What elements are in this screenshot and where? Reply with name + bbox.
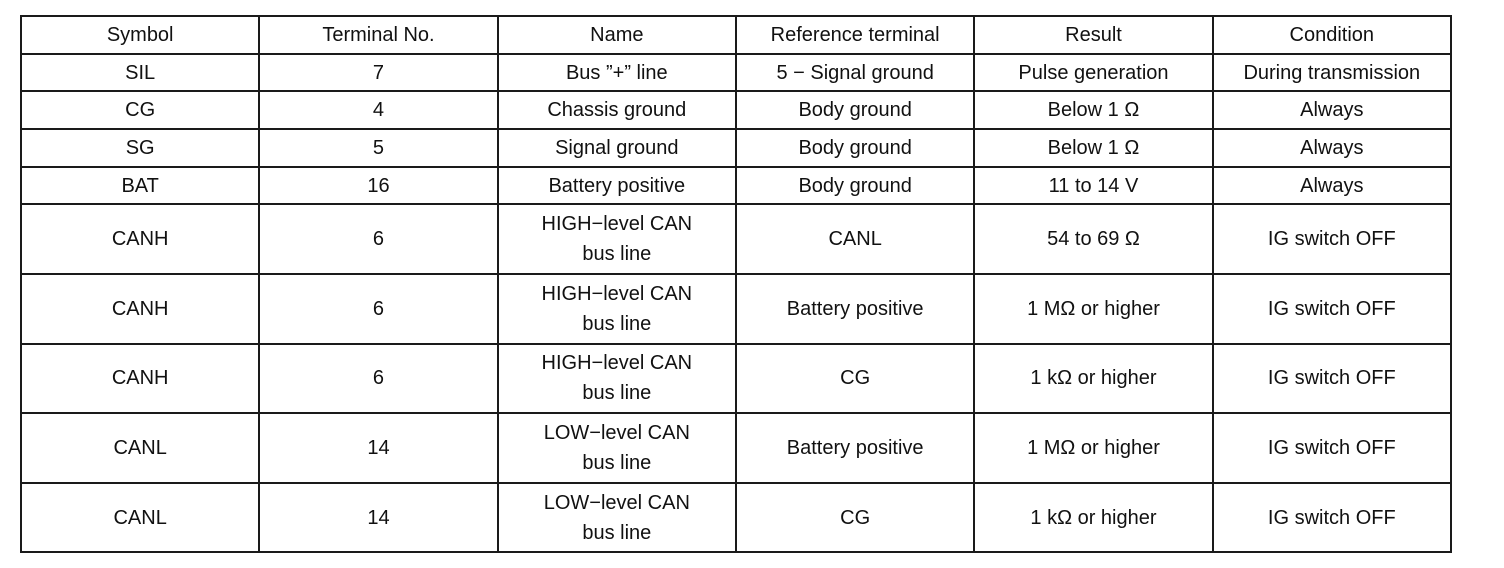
- cell-symbol: SIL: [21, 54, 259, 92]
- cell-name: LOW−level CAN bus line: [498, 413, 736, 483]
- header-result: Result: [974, 16, 1212, 54]
- cell-reference-terminal: CG: [736, 344, 974, 414]
- cell-reference-terminal: 5 − Signal ground: [736, 54, 974, 92]
- cell-condition: Always: [1213, 129, 1451, 167]
- cell-name: HIGH−level CAN bus line: [498, 274, 736, 344]
- table-row: [21, 274, 1451, 344]
- cell-reference-terminal: CG: [736, 483, 974, 553]
- cell-name: LOW−level CAN bus line: [498, 483, 736, 553]
- cell-terminal-no: 4: [259, 91, 497, 129]
- cell-result: 1 MΩ or higher: [974, 413, 1212, 483]
- cell-terminal-no: 14: [259, 413, 497, 483]
- cell-result: 1 MΩ or higher: [974, 274, 1212, 344]
- cell-reference-terminal: Battery positive: [736, 413, 974, 483]
- cell-result: Below 1 Ω: [974, 129, 1212, 167]
- table-row: [21, 167, 1451, 205]
- cell-condition: IG switch OFF: [1213, 483, 1451, 553]
- cell-terminal-no: 6: [259, 344, 497, 414]
- cell-result: Below 1 Ω: [974, 91, 1212, 129]
- cell-terminal-no: 5: [259, 129, 497, 167]
- header-symbol: Symbol: [21, 16, 259, 54]
- header-reference-terminal: Reference terminal: [736, 16, 974, 54]
- cell-symbol: CANL: [21, 413, 259, 483]
- cell-terminal-no: 7: [259, 54, 497, 92]
- cell-condition: Always: [1213, 167, 1451, 205]
- table-row: [21, 344, 1451, 414]
- cell-result: Pulse generation: [974, 54, 1212, 92]
- cell-reference-terminal: Battery positive: [736, 274, 974, 344]
- cell-terminal-no: 14: [259, 483, 497, 553]
- cell-condition: IG switch OFF: [1213, 274, 1451, 344]
- cell-symbol: BAT: [21, 167, 259, 205]
- cell-condition: IG switch OFF: [1213, 413, 1451, 483]
- cell-name: Chassis ground: [498, 91, 736, 129]
- cell-result: 1 kΩ or higher: [974, 344, 1212, 414]
- table-row: [21, 204, 1451, 274]
- cell-name: Bus ”+” line: [498, 54, 736, 92]
- cell-name: HIGH−level CAN bus line: [498, 204, 736, 274]
- table-header-row: [21, 16, 1451, 54]
- cell-symbol: CANH: [21, 344, 259, 414]
- cell-name: Signal ground: [498, 129, 736, 167]
- cell-result: 1 kΩ or higher: [974, 483, 1212, 553]
- header-terminal-no: Terminal No.: [259, 16, 497, 54]
- table-row: [21, 483, 1451, 553]
- terminal-spec-table: [20, 15, 1452, 553]
- cell-reference-terminal: Body ground: [736, 167, 974, 205]
- cell-terminal-no: 16: [259, 167, 497, 205]
- cell-name: HIGH−level CAN bus line: [498, 344, 736, 414]
- cell-reference-terminal: CANL: [736, 204, 974, 274]
- cell-reference-terminal: Body ground: [736, 91, 974, 129]
- cell-terminal-no: 6: [259, 274, 497, 344]
- header-name: Name: [498, 16, 736, 54]
- table-row: [21, 413, 1451, 483]
- cell-symbol: CANH: [21, 274, 259, 344]
- table-row: [21, 91, 1451, 129]
- cell-symbol: CG: [21, 91, 259, 129]
- cell-symbol: CANL: [21, 483, 259, 553]
- cell-symbol: CANH: [21, 204, 259, 274]
- cell-symbol: SG: [21, 129, 259, 167]
- cell-reference-terminal: Body ground: [736, 129, 974, 167]
- cell-condition: IG switch OFF: [1213, 204, 1451, 274]
- cell-condition: Always: [1213, 91, 1451, 129]
- cell-result: 54 to 69 Ω: [974, 204, 1212, 274]
- cell-result: 11 to 14 V: [974, 167, 1212, 205]
- table-row: [21, 54, 1451, 92]
- cell-terminal-no: 6: [259, 204, 497, 274]
- cell-condition: IG switch OFF: [1213, 344, 1451, 414]
- cell-condition: During transmission: [1213, 54, 1451, 92]
- header-condition: Condition: [1213, 16, 1451, 54]
- cell-name: Battery positive: [498, 167, 736, 205]
- table-row: [21, 129, 1451, 167]
